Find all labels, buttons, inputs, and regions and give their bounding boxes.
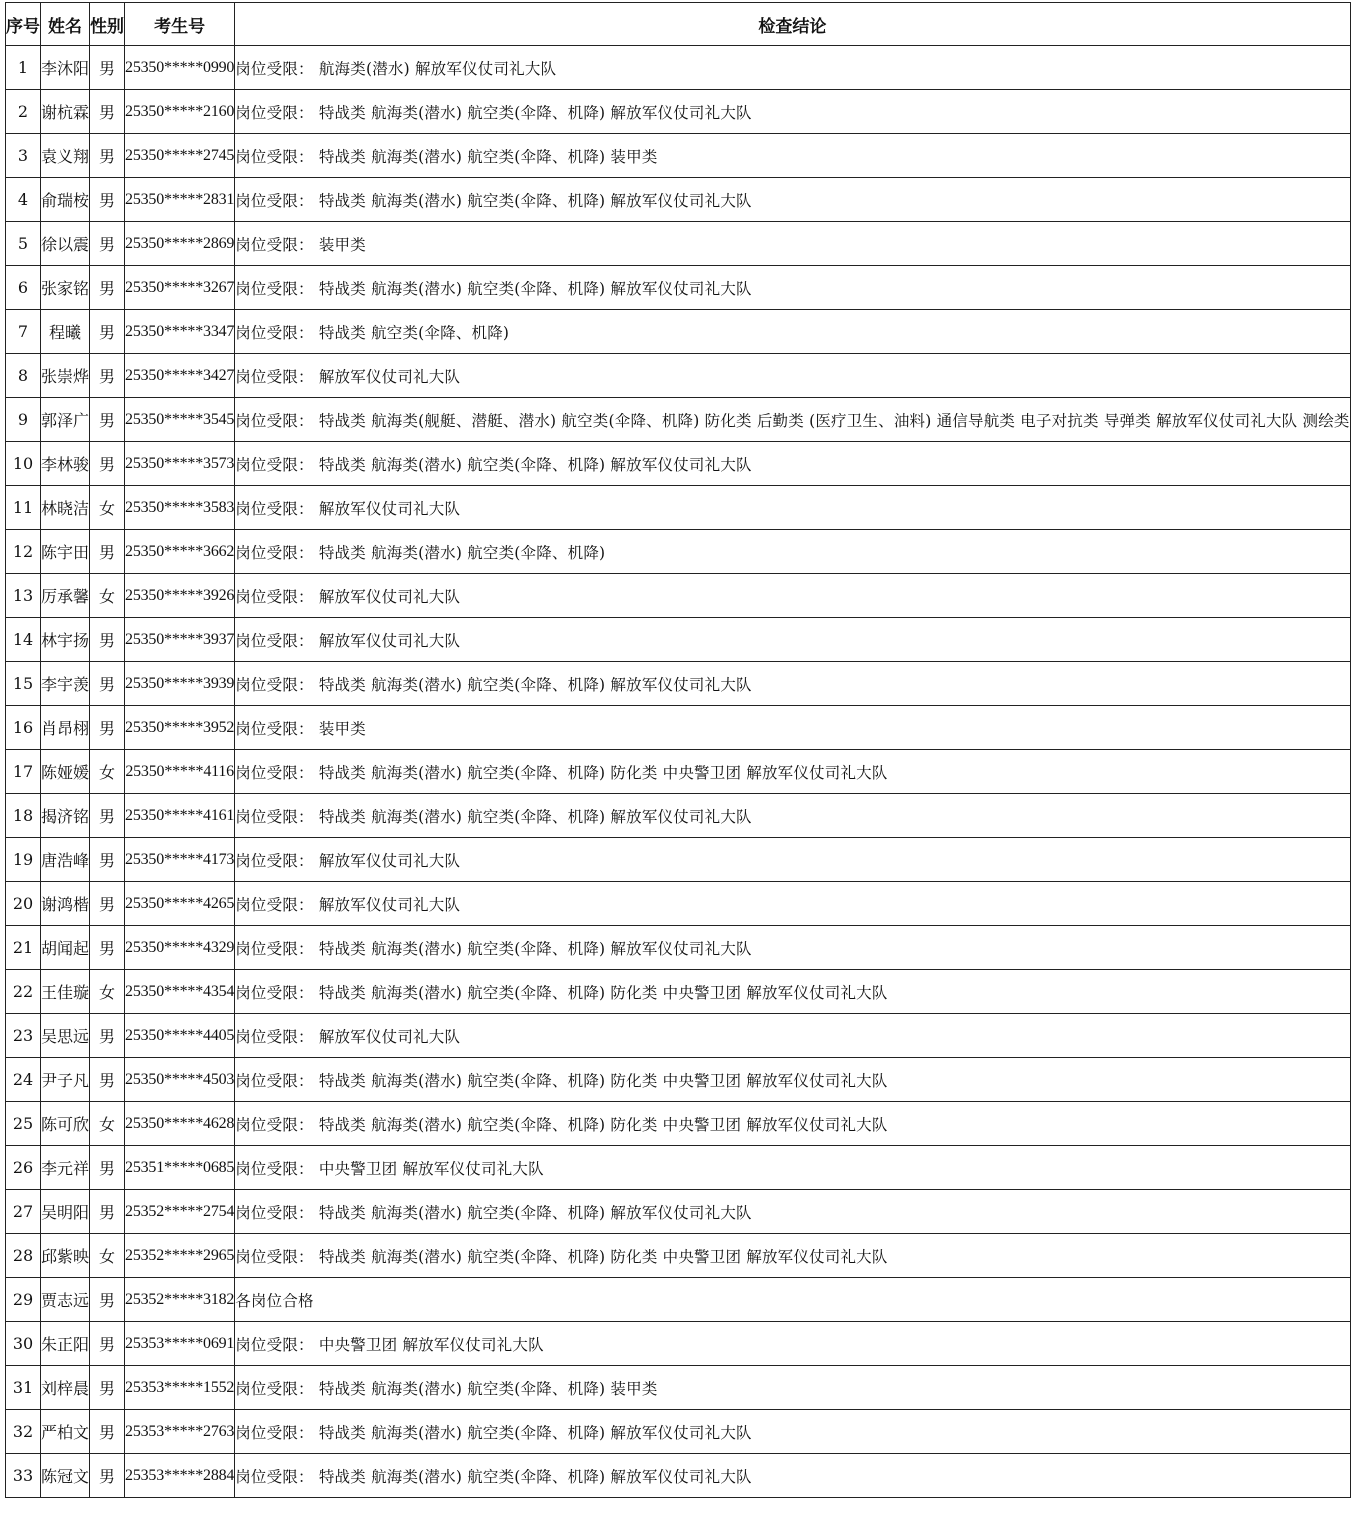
row-result-cell: 岗位受限： 特战类 航海类(潜水) 航空类(伞降、机降): [235, 530, 1350, 574]
table-body: [6, 46, 1351, 1498]
table-row: [6, 486, 1351, 530]
row-gender-cell: 男: [90, 926, 125, 970]
table-row: [6, 662, 1351, 706]
row-exam-no-cell: 25350*****3427: [125, 354, 235, 398]
table-row: [6, 134, 1351, 178]
row-gender-cell: 男: [90, 662, 125, 706]
row-gender-cell: 男: [90, 1322, 125, 1366]
row-exam-no-cell: 25350*****3347: [125, 310, 235, 354]
header-row: [6, 3, 1351, 46]
row-index-cell: 20: [6, 882, 41, 926]
row-gender-cell: 女: [90, 750, 125, 794]
row-name-cell: 厉承馨: [41, 574, 90, 618]
row-name-cell: 林晓洁: [41, 486, 90, 530]
row-exam-no-cell: 25350*****2869: [125, 222, 235, 266]
row-name-cell: 谢杭霖: [41, 90, 90, 134]
row-exam-no-cell: 25352*****2754: [125, 1190, 235, 1234]
table-row: [6, 706, 1351, 750]
row-gender-cell: 男: [90, 46, 125, 90]
row-name-cell: 陈宇田: [41, 530, 90, 574]
row-result-cell: 岗位受限： 装甲类: [235, 706, 1350, 750]
row-index-cell: 4: [6, 178, 41, 222]
row-name-cell: 李林骏: [41, 442, 90, 486]
row-index-cell: 22: [6, 970, 41, 1014]
row-index-cell: 30: [6, 1322, 41, 1366]
row-gender-cell: 男: [90, 398, 125, 442]
row-gender-cell: 女: [90, 574, 125, 618]
table-row: [6, 1058, 1351, 1102]
table-row: [6, 1366, 1351, 1410]
row-name-cell: 谢鸿楷: [41, 882, 90, 926]
table-row: [6, 1014, 1351, 1058]
table-row: [6, 618, 1351, 662]
row-exam-no-cell: 25353*****0691: [125, 1322, 235, 1366]
row-exam-no-cell: 25352*****3182: [125, 1278, 235, 1322]
row-result-cell: 岗位受限： 中央警卫团 解放军仪仗司礼大队: [235, 1146, 1350, 1190]
row-result-cell: 岗位受限： 解放军仪仗司礼大队: [235, 486, 1350, 530]
row-name-cell: 胡闻起: [41, 926, 90, 970]
row-result-cell: 岗位受限： 特战类 航海类(舰艇、潜艇、潜水) 航空类(伞降、机降) 防化类 后勤类 (医疗卫生、油料) 通信导航类 电子对抗类 导弹类 解放军仪仗司礼大队 测绘类: [235, 398, 1350, 442]
row-name-cell: 陈冠文: [41, 1454, 90, 1498]
row-name-cell: 陈娅媛: [41, 750, 90, 794]
row-index-cell: 12: [6, 530, 41, 574]
table-row: [6, 1322, 1351, 1366]
row-index-cell: 2: [6, 90, 41, 134]
row-gender-cell: 男: [90, 442, 125, 486]
table-row: [6, 530, 1351, 574]
table-row: [6, 574, 1351, 618]
table-row: [6, 442, 1351, 486]
row-exam-no-cell: 25350*****0990: [125, 46, 235, 90]
row-result-cell: 岗位受限： 特战类 航海类(潜水) 航空类(伞降、机降) 解放军仪仗司礼大队: [235, 1190, 1350, 1234]
row-gender-cell: 女: [90, 1102, 125, 1146]
row-result-cell: 岗位受限： 特战类 航空类(伞降、机降): [235, 310, 1350, 354]
header-result: 检查结论: [235, 3, 1350, 46]
row-result-cell: 岗位受限： 特战类 航海类(潜水) 航空类(伞降、机降) 解放军仪仗司礼大队: [235, 90, 1350, 134]
row-name-cell: 吴思远: [41, 1014, 90, 1058]
row-exam-no-cell: 25350*****3662: [125, 530, 235, 574]
row-exam-no-cell: 25350*****4173: [125, 838, 235, 882]
row-gender-cell: 男: [90, 90, 125, 134]
row-result-cell: 各岗位合格: [235, 1278, 1350, 1322]
row-exam-no-cell: 25350*****2160: [125, 90, 235, 134]
row-name-cell: 贾志远: [41, 1278, 90, 1322]
row-name-cell: 李宇羡: [41, 662, 90, 706]
row-name-cell: 尹子凡: [41, 1058, 90, 1102]
row-index-cell: 16: [6, 706, 41, 750]
row-result-cell: 岗位受限： 特战类 航海类(潜水) 航空类(伞降、机降) 防化类 中央警卫团 解放军仪仗司礼大队: [235, 970, 1350, 1014]
row-name-cell: 刘梓晨: [41, 1366, 90, 1410]
row-gender-cell: 男: [90, 530, 125, 574]
row-result-cell: 岗位受限： 特战类 航海类(潜水) 航空类(伞降、机降) 解放军仪仗司礼大队: [235, 266, 1350, 310]
table-row: [6, 750, 1351, 794]
table-row: [6, 398, 1351, 442]
table-row: [6, 926, 1351, 970]
row-gender-cell: 男: [90, 1058, 125, 1102]
row-name-cell: 邱紫映: [41, 1234, 90, 1278]
row-gender-cell: 男: [90, 1190, 125, 1234]
row-exam-no-cell: 25353*****1552: [125, 1366, 235, 1410]
row-gender-cell: 女: [90, 1234, 125, 1278]
table-row: [6, 266, 1351, 310]
row-exam-no-cell: 25350*****3267: [125, 266, 235, 310]
row-exam-no-cell: 25350*****3939: [125, 662, 235, 706]
table-row: [6, 1278, 1351, 1322]
row-index-cell: 3: [6, 134, 41, 178]
table-row: [6, 1146, 1351, 1190]
header-exam-no: 考生号: [125, 3, 235, 46]
row-exam-no-cell: 25350*****3926: [125, 574, 235, 618]
row-gender-cell: 女: [90, 970, 125, 1014]
row-exam-no-cell: 25350*****4265: [125, 882, 235, 926]
row-result-cell: 岗位受限： 特战类 航海类(潜水) 航空类(伞降、机降) 防化类 中央警卫团 解放军仪仗司礼大队: [235, 750, 1350, 794]
table-row: [6, 310, 1351, 354]
row-exam-no-cell: 25350*****3573: [125, 442, 235, 486]
table-row: [6, 1234, 1351, 1278]
row-gender-cell: 男: [90, 310, 125, 354]
table-row: [6, 970, 1351, 1014]
table-row: [6, 178, 1351, 222]
row-name-cell: 严柏文: [41, 1410, 90, 1454]
table-row: [6, 1102, 1351, 1146]
row-gender-cell: 男: [90, 178, 125, 222]
table-row: [6, 882, 1351, 926]
row-result-cell: 岗位受限： 特战类 航海类(潜水) 航空类(伞降、机降) 解放军仪仗司礼大队: [235, 442, 1350, 486]
row-gender-cell: 男: [90, 266, 125, 310]
row-name-cell: 揭济铭: [41, 794, 90, 838]
row-gender-cell: 男: [90, 134, 125, 178]
row-index-cell: 21: [6, 926, 41, 970]
row-exam-no-cell: 25350*****3937: [125, 618, 235, 662]
row-name-cell: 王佳璇: [41, 970, 90, 1014]
table-row: [6, 90, 1351, 134]
row-index-cell: 19: [6, 838, 41, 882]
row-name-cell: 陈可欣: [41, 1102, 90, 1146]
row-name-cell: 吴明阳: [41, 1190, 90, 1234]
row-name-cell: 朱正阳: [41, 1322, 90, 1366]
table-row: [6, 1190, 1351, 1234]
row-result-cell: 岗位受限： 特战类 航海类(潜水) 航空类(伞降、机降) 解放军仪仗司礼大队: [235, 1454, 1350, 1498]
row-result-cell: 岗位受限： 航海类(潜水) 解放军仪仗司礼大队: [235, 46, 1350, 90]
header-gender: 性别: [90, 3, 125, 46]
row-result-cell: 岗位受限： 特战类 航海类(潜水) 航空类(伞降、机降) 解放军仪仗司礼大队: [235, 178, 1350, 222]
row-result-cell: 岗位受限： 解放军仪仗司礼大队: [235, 838, 1350, 882]
row-name-cell: 张崇烨: [41, 354, 90, 398]
row-exam-no-cell: 25350*****3583: [125, 486, 235, 530]
table-row: [6, 354, 1351, 398]
header-index: 序号: [6, 3, 41, 46]
row-gender-cell: 男: [90, 706, 125, 750]
row-index-cell: 9: [6, 398, 41, 442]
table-row: [6, 46, 1351, 90]
row-result-cell: 岗位受限： 中央警卫团 解放军仪仗司礼大队: [235, 1322, 1350, 1366]
row-index-cell: 24: [6, 1058, 41, 1102]
row-name-cell: 唐浩峰: [41, 838, 90, 882]
row-index-cell: 7: [6, 310, 41, 354]
row-index-cell: 17: [6, 750, 41, 794]
row-result-cell: 岗位受限： 解放军仪仗司礼大队: [235, 574, 1350, 618]
row-index-cell: 31: [6, 1366, 41, 1410]
row-gender-cell: 男: [90, 794, 125, 838]
row-exam-no-cell: 25352*****2965: [125, 1234, 235, 1278]
table-row: [6, 222, 1351, 266]
row-gender-cell: 男: [90, 838, 125, 882]
row-index-cell: 33: [6, 1454, 41, 1498]
row-index-cell: 28: [6, 1234, 41, 1278]
row-index-cell: 8: [6, 354, 41, 398]
row-name-cell: 袁义翔: [41, 134, 90, 178]
table-row: [6, 1454, 1351, 1498]
row-result-cell: 岗位受限： 解放军仪仗司礼大队: [235, 1014, 1350, 1058]
row-result-cell: 岗位受限： 解放军仪仗司礼大队: [235, 882, 1350, 926]
row-name-cell: 郭泽广: [41, 398, 90, 442]
row-index-cell: 32: [6, 1410, 41, 1454]
row-result-cell: 岗位受限： 特战类 航海类(潜水) 航空类(伞降、机降) 解放军仪仗司礼大队: [235, 926, 1350, 970]
row-index-cell: 13: [6, 574, 41, 618]
table-row: [6, 838, 1351, 882]
row-exam-no-cell: 25353*****2884: [125, 1454, 235, 1498]
row-result-cell: 岗位受限： 特战类 航海类(潜水) 航空类(伞降、机降) 防化类 中央警卫团 解放军仪仗司礼大队: [235, 1234, 1350, 1278]
row-exam-no-cell: 25350*****4116: [125, 750, 235, 794]
row-name-cell: 李元祥: [41, 1146, 90, 1190]
row-gender-cell: 男: [90, 1366, 125, 1410]
row-name-cell: 李沐阳: [41, 46, 90, 90]
row-index-cell: 5: [6, 222, 41, 266]
row-index-cell: 1: [6, 46, 41, 90]
inspection-results-table: [5, 2, 1351, 1498]
row-result-cell: 岗位受限： 解放军仪仗司礼大队: [235, 618, 1350, 662]
row-name-cell: 俞瑞桉: [41, 178, 90, 222]
row-index-cell: 25: [6, 1102, 41, 1146]
row-result-cell: 岗位受限： 特战类 航海类(潜水) 航空类(伞降、机降) 解放军仪仗司礼大队: [235, 1410, 1350, 1454]
row-result-cell: 岗位受限： 特战类 航海类(潜水) 航空类(伞降、机降) 解放军仪仗司礼大队: [235, 662, 1350, 706]
row-exam-no-cell: 25350*****4405: [125, 1014, 235, 1058]
row-exam-no-cell: 25350*****2831: [125, 178, 235, 222]
row-gender-cell: 男: [90, 1278, 125, 1322]
row-index-cell: 14: [6, 618, 41, 662]
row-result-cell: 岗位受限： 特战类 航海类(潜水) 航空类(伞降、机降) 装甲类: [235, 134, 1350, 178]
row-gender-cell: 女: [90, 486, 125, 530]
row-exam-no-cell: 25350*****4354: [125, 970, 235, 1014]
row-index-cell: 26: [6, 1146, 41, 1190]
row-exam-no-cell: 25353*****2763: [125, 1410, 235, 1454]
row-name-cell: 张家铭: [41, 266, 90, 310]
row-exam-no-cell: 25350*****4628: [125, 1102, 235, 1146]
row-index-cell: 10: [6, 442, 41, 486]
row-result-cell: 岗位受限： 装甲类: [235, 222, 1350, 266]
row-gender-cell: 男: [90, 1410, 125, 1454]
row-gender-cell: 男: [90, 618, 125, 662]
row-name-cell: 林宇扬: [41, 618, 90, 662]
row-gender-cell: 男: [90, 882, 125, 926]
row-index-cell: 6: [6, 266, 41, 310]
row-exam-no-cell: 25350*****4161: [125, 794, 235, 838]
row-result-cell: 岗位受限： 特战类 航海类(潜水) 航空类(伞降、机降) 解放军仪仗司礼大队: [235, 794, 1350, 838]
row-index-cell: 18: [6, 794, 41, 838]
row-gender-cell: 男: [90, 354, 125, 398]
row-name-cell: 程曦: [41, 310, 90, 354]
row-exam-no-cell: 25350*****3952: [125, 706, 235, 750]
row-name-cell: 肖昂栩: [41, 706, 90, 750]
row-exam-no-cell: 25351*****0685: [125, 1146, 235, 1190]
row-result-cell: 岗位受限： 特战类 航海类(潜水) 航空类(伞降、机降) 防化类 中央警卫团 解放军仪仗司礼大队: [235, 1058, 1350, 1102]
table-row: [6, 794, 1351, 838]
row-exam-no-cell: 25350*****3545: [125, 398, 235, 442]
row-result-cell: 岗位受限： 特战类 航海类(潜水) 航空类(伞降、机降) 装甲类: [235, 1366, 1350, 1410]
row-index-cell: 27: [6, 1190, 41, 1234]
row-result-cell: 岗位受限： 解放军仪仗司礼大队: [235, 354, 1350, 398]
row-result-cell: 岗位受限： 特战类 航海类(潜水) 航空类(伞降、机降) 防化类 中央警卫团 解放军仪仗司礼大队: [235, 1102, 1350, 1146]
row-gender-cell: 男: [90, 1146, 125, 1190]
row-gender-cell: 男: [90, 1014, 125, 1058]
row-exam-no-cell: 25350*****2745: [125, 134, 235, 178]
table-row: [6, 1410, 1351, 1454]
row-name-cell: 徐以震: [41, 222, 90, 266]
header-name: 姓名: [41, 3, 90, 46]
row-index-cell: 15: [6, 662, 41, 706]
row-exam-no-cell: 25350*****4503: [125, 1058, 235, 1102]
row-gender-cell: 男: [90, 1454, 125, 1498]
row-index-cell: 23: [6, 1014, 41, 1058]
row-exam-no-cell: 25350*****4329: [125, 926, 235, 970]
row-index-cell: 29: [6, 1278, 41, 1322]
row-gender-cell: 男: [90, 222, 125, 266]
row-index-cell: 11: [6, 486, 41, 530]
